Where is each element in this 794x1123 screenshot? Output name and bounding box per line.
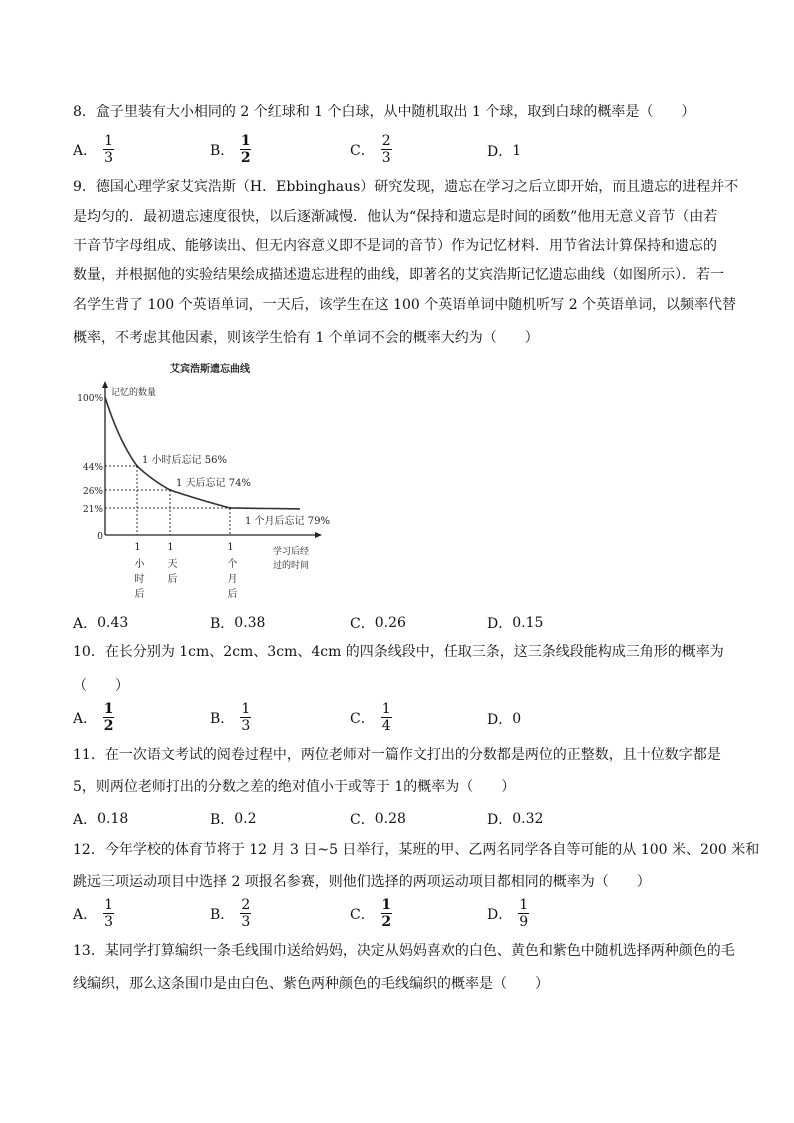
fraction [240,897,251,930]
q9-option-A [73,613,128,633]
forgetting-curve-line [105,397,300,509]
data-point [136,465,138,467]
q8-text-line: 8．盒子里装有大小相同的 2 个红球和 1 个白球，从中随机取出 1 个球，取到白球的概率是（ ） [73,104,696,120]
numerator: 2 [381,133,391,149]
denominator: 3 [241,914,251,930]
q9-option-C [350,613,406,633]
q10-text-line: 10．在长分别为 1cm、2cm、3cm、4cm 的四条线段中，任取三条，这三条线段能构成三角形的概率为 [73,644,724,660]
q13-text-line: 13．某同学打算编织一条毛线围巾送给妈妈，决定从妈妈喜欢的白色、黄色和紫色中随机选择两种颜色的毛 [73,943,735,959]
option-label: D． [487,144,513,160]
option-label: D． [487,616,513,632]
denominator: 2 [103,718,114,734]
q10-option-C [350,701,392,734]
y-axis-arrow-icon [102,381,108,388]
option-label: C． [350,812,375,828]
q11-text-line: 11．在一次语文考试的阅卷过程中，两位老师对一篇作文打出的分数都是两位的正整数，且十位数字都是 [73,747,721,763]
denominator: 2 [381,914,392,930]
option-label: A． [73,142,98,159]
q10-option-D [487,709,521,729]
option-value: 0.2 [234,811,257,827]
numerator: 2 [241,897,251,913]
y-tick-label: 26% [82,487,103,497]
numerator: 1 [381,897,392,913]
q11-option-C [350,809,406,829]
x-tick-label: 1个月后 [225,542,236,603]
option-value: 0.26 [374,615,406,631]
x-axis-label-line2: 过的时间 [273,561,310,571]
y-axis-label: 记忆的数量 [111,388,157,398]
option-label: B． [210,710,235,727]
numerator: 1 [381,701,391,717]
option-label: D． [487,812,513,828]
option-value: 0 [512,711,522,727]
denominator: 2 [240,150,251,166]
numerator: 1 [104,133,114,149]
annotation-1-month: 1 个月后忘记 79% [245,516,330,527]
option-label: A． [73,710,98,727]
q9-text-line: 名学生背了 100 个英语单词，一天后，该学生在这 100 个英语单词中随机听写 2 个英语单词，以频率代替 [73,297,737,313]
q9-option-D [487,613,543,633]
y-tick-label: 0 [97,532,103,542]
q9-text-line: 数量，并根据他的实验结果绘成描述遗忘进程的曲线，即著名的艾宾浩斯记忆遗忘曲线（如图所示）．若一 [73,267,724,283]
fraction [103,897,114,930]
denominator: 3 [104,150,114,166]
chart-title: 艾宾浩斯遗忘曲线 [170,364,250,375]
forgetting-curve-chart [60,355,360,605]
q8-option-C [350,133,392,166]
option-label: C． [350,142,375,159]
option-value: 0.15 [512,615,544,631]
q9-text-line: 是均匀的．最初遗忘速度很快，以后逐渐减慢．他认为“保持和遗忘是时间的函数”他用无意义音节（由若 [73,209,718,225]
option-label: A． [73,812,98,828]
option-label: C． [350,906,375,923]
fraction [103,701,114,734]
option-value: 0.32 [512,811,544,827]
option-value: 0.43 [97,615,129,631]
numerator: 1 [104,897,114,913]
q12-option-C [350,897,392,930]
q12-text-line: 12．今年学校的体育节将于 12 月 3 日~5 日举行，某班的甲、乙两名同学各自等可能的从 100 米、200 米和 [73,842,760,858]
x-axis-arrow-icon [315,532,322,538]
option-label: D． [487,906,513,923]
option-label: A． [73,616,98,632]
option-label: B． [210,812,235,828]
option-label: B． [210,906,235,923]
q12-text-line: 跳远三项运动项目中选择 2 项报名参赛，则他们选择的两项运动项目都相同的概率为（ ） [73,874,651,890]
denominator: 4 [381,718,391,734]
fraction [240,133,251,166]
q9-text-line: 概率，不考虑其他因素，则该学生恰有 1 个单词不会的概率大约为（ ） [73,330,539,346]
q11-text-line: 5，则两位老师打出的分数之差的绝对值小于或等于 1的概率为（ ） [73,779,516,795]
q10-text-line: （ ） [73,678,129,694]
q10-option-B [210,701,251,734]
option-value: 1 [512,143,522,159]
denominator: 3 [104,914,114,930]
q9-text-line: 9．德国心理学家艾宾浩斯（H．Ebbinghaus）研究发现，遗忘在学习之后立即开始，而且遗忘的进程并不 [73,179,739,195]
data-point [229,507,231,509]
option-label: A． [73,906,98,923]
q11-option-B [210,809,257,829]
fraction [381,701,392,734]
numerator: 1 [240,133,251,149]
fraction [240,701,251,734]
x-tick-label: 1天后 [165,542,176,588]
denominator: 3 [241,718,251,734]
annotation-1-hour: 1 小时后忘记 56% [142,455,227,466]
q12-option-A [73,897,114,930]
q13-text-line: 线编织，那么这条围巾是由白色、紫色两种颜色的毛线编织的概率是（ ） [73,976,549,992]
q12-option-B [210,897,251,930]
y-tick-label: 44% [82,463,103,473]
numerator: 1 [519,897,529,913]
q8-option-D [487,141,521,161]
option-value: 0.38 [234,615,266,631]
fraction [103,133,114,166]
denominator: 3 [381,150,391,166]
option-label: D． [487,712,513,728]
fraction [381,897,392,930]
q9-text-line: 干音节字母组成、能够读出、但无内容意义即不是词的音节）作为记忆材料．用节省法计算保持和遗忘的 [73,238,717,254]
q8-option-A [73,133,114,166]
q8-option-B [210,133,251,166]
option-label: B． [210,142,235,159]
y-tick-label: 100% [77,394,103,404]
option-label: B． [210,616,235,632]
y-tick-label: 21% [82,505,103,515]
x-axis-label-line1: 学习后经 [273,547,310,557]
annotation-1-day: 1 天后忘记 74% [176,478,251,489]
x-tick-label: 1小时后 [132,542,143,603]
data-point [169,489,171,491]
q11-option-A [73,809,128,829]
option-value: 0.18 [97,811,129,827]
numerator: 1 [241,701,251,717]
q11-option-D [487,809,543,829]
denominator: 9 [519,914,529,930]
q10-option-A [73,701,114,734]
option-label: C． [350,616,375,632]
fraction [518,897,529,930]
q12-option-D [487,897,529,930]
fraction [381,133,392,166]
q9-option-B [210,613,265,633]
option-value: 0.28 [374,811,406,827]
option-label: C． [350,710,375,727]
numerator: 1 [103,701,114,717]
